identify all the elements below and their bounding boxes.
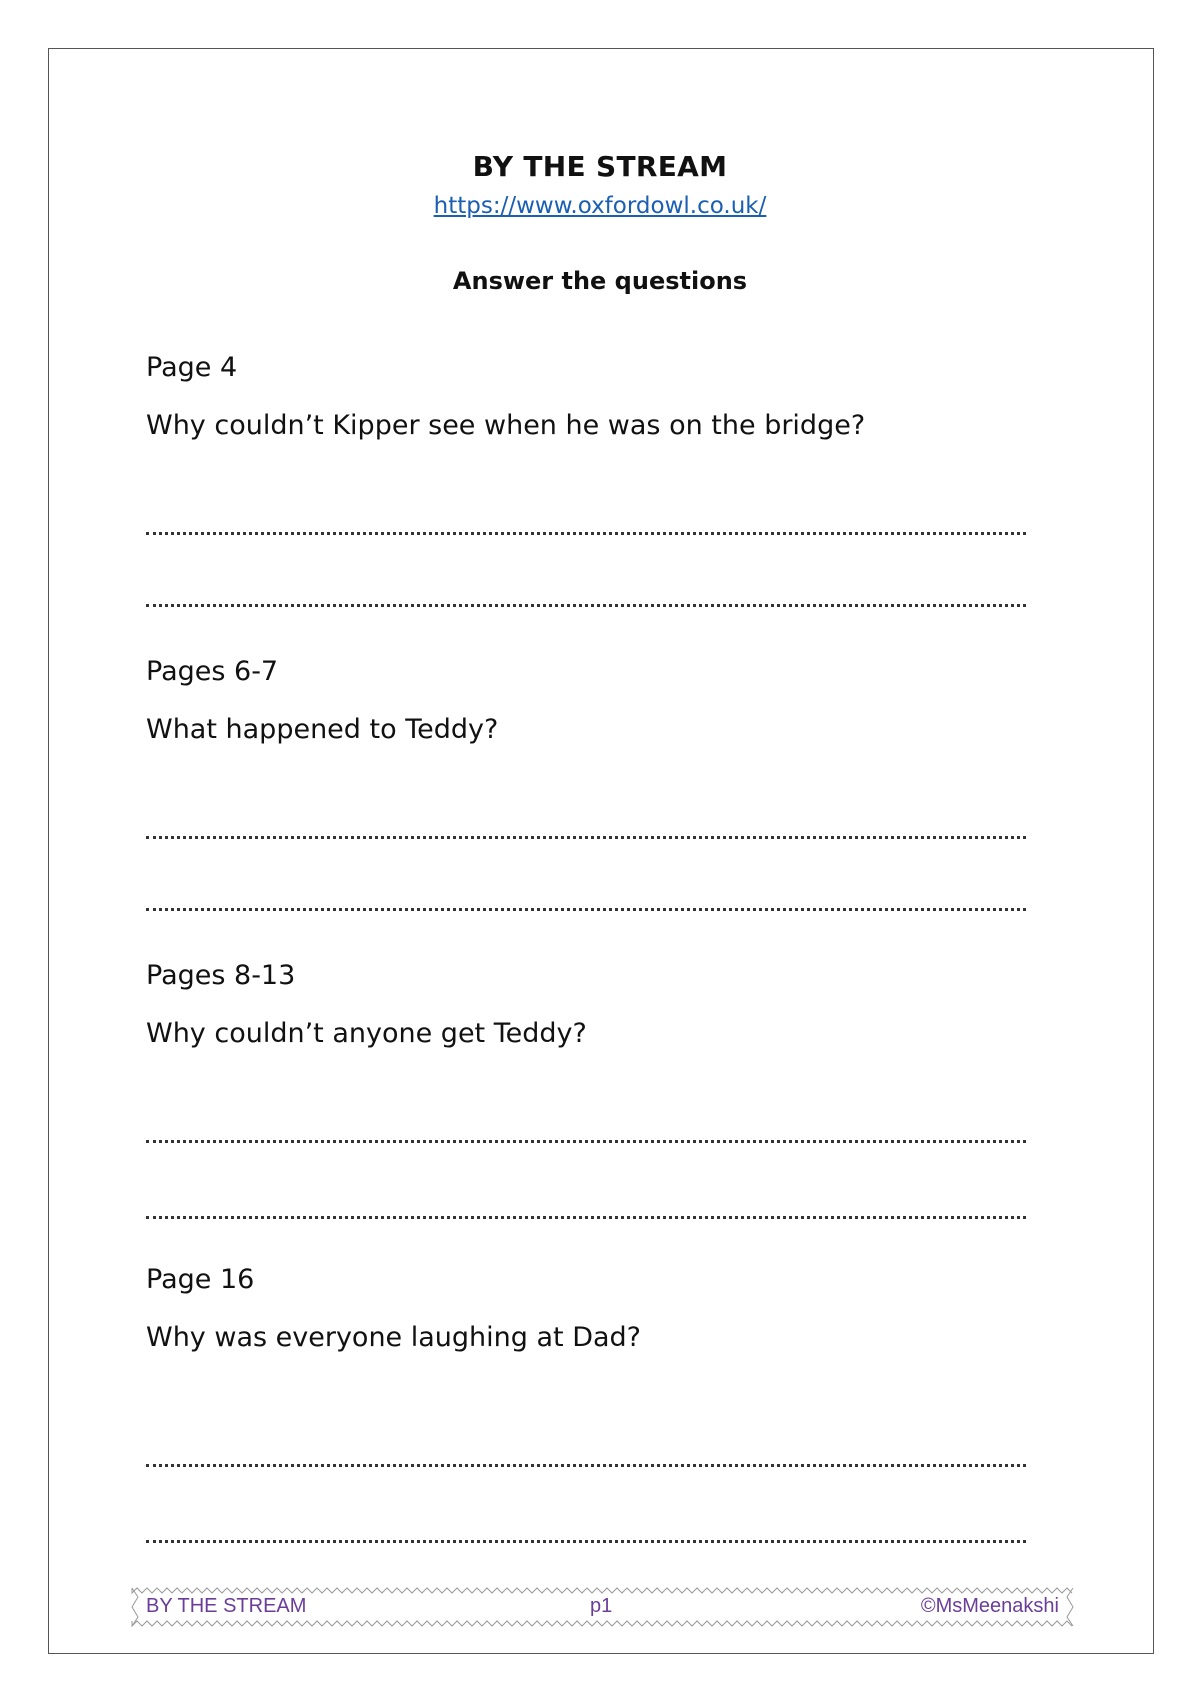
question-text: Why couldn’t anyone get Teddy? xyxy=(146,1018,587,1049)
question-text: What happened to Teddy? xyxy=(146,714,499,745)
page-reference: Page 16 xyxy=(146,1264,255,1295)
answer-line[interactable] xyxy=(146,836,1026,839)
footer-title: BY THE STREAM xyxy=(146,1595,307,1617)
page-reference: Pages 8-13 xyxy=(146,960,296,991)
answer-line[interactable] xyxy=(146,1140,1026,1143)
page-reference: Page 4 xyxy=(146,352,238,383)
answer-line[interactable] xyxy=(146,604,1026,607)
source-link[interactable]: https://www.oxfordowl.co.uk/ xyxy=(433,193,767,219)
answer-line[interactable] xyxy=(146,908,1026,911)
question-text: Why couldn’t Kipper see when he was on the bridge? xyxy=(146,410,866,441)
page-reference: Pages 6-7 xyxy=(146,656,279,687)
worksheet-title: BY THE STREAM xyxy=(472,150,728,183)
question-text: Why was everyone laughing at Dad? xyxy=(146,1322,642,1353)
footer-page-number: p1 xyxy=(590,1595,613,1617)
page-footer xyxy=(130,1586,1075,1628)
answer-line[interactable] xyxy=(146,1540,1026,1543)
instruction-heading: Answer the questions xyxy=(452,267,748,295)
answer-line[interactable] xyxy=(146,532,1026,535)
answer-line[interactable] xyxy=(146,1216,1026,1219)
footer-copyright: ©MsMeenakshi xyxy=(920,1595,1059,1617)
answer-line[interactable] xyxy=(146,1464,1026,1467)
